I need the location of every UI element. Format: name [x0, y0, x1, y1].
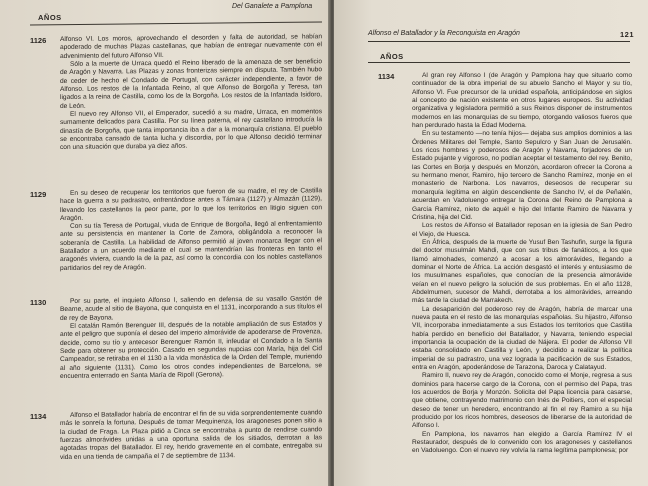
- entry-paragraph: Alfonso VI. Los moros, aprovechando el desorden y falta de autoridad, se habían apoderado de muchas Plazas castellanas, que habían de entregar nuevamente con el advenimiento del futuro Alfonso VII.: [60, 33, 322, 60]
- entry-paragraph: La desaparición del poderoso rey de Aragón, habría de marcar una nueva pauta en el resto de las monarquías españolas. Su hijastro, Alfonso VII, incorporaba inmediatamente a sus Estados los territorios que Castilla había perdido en beneficio del Batallador, y Navarra, teniendo especial importancia la ocupación de la ciudad de Nájera. El poder de Alfonso VII estaba consolidado en Castilla y León, y decidido a realizar la política imperial de su padrastro, una vez lograda la pacificación de sus Estados, entra en Aragón, apoderándose de Tarazona, Daroca y Calatayud.: [412, 305, 632, 372]
- right-section-label: AÑOS: [380, 52, 404, 61]
- entry-paragraph: En su testamento —no tenía hijos— dejaba sus amplios dominios a las Órdenes Militares del Temple, Santo Sepulcro y San Juan de Jerusalén. Los ricos hombres y poderosos de Aragón y Navarra, forjadores de un Estado pujante y vigoroso, no podían aceptar el testamento del rey. Benito, las Cortes en Borja y después en Monzón, acordaron ofrecer la Corona a su hermano menor, Ramiro, hijo tercero de Sancho Ramírez, monje en el monasterio de Narbona. Los navarros, deseosos de recuperar su monarquía legítima en algún descendiente de Sancho IV, el de Peñalén, acuerdan en Vadoluengo entregar la Corona del Reino de Pamplona a García Ramírez, nieto de aquél e hijo del Infante Ramiro de Navarra y Cristina, hija del Cid.: [412, 130, 632, 221]
- entry-paragraph: El catalán Ramón Berenguer III, después de la notable ampliación de sus Estados y ante el peligro que suponía el deseo del imperio almorávide de apoderarse de Provenza, decide, como su tío y antecesor Berenguer Ramón II, infeudar el Condado a la Santa Sede para obtener su protección. Casado en segundas nupcias con María, hija del Cid Campeador, se retiraba en el 1130 a la vida monástica de la Orden del Temple, muriendo al año siguiente (1131). Como los otros condes independientes de Barcelona, se encuentra enterrado en Santa María de Ripoll (Gerona).: [60, 320, 322, 381]
- entry-year: 1130: [30, 298, 47, 307]
- left-running-head: Del Ganalete a Pamplona: [232, 3, 313, 10]
- entry-1134-right: [368, 72, 632, 456]
- entry-paragraph: En su deseo de recuperar los territorios que fueron de su madre, el rey de Castilla hace la guerra a su padrastro, enfrentándose antes a Támara (1127) y Almazán (1129), llevando los castellanos la peor parte, por lo que los territorios en litigio siguen con Aragón.: [60, 187, 322, 223]
- entry-1130: [30, 295, 322, 381]
- entry-year: 1126: [30, 36, 47, 45]
- entry-paragraph: Los restos de Alfonso el Batallador reposan en la iglesia de San Pedro el Viejo, de Huesca.: [412, 222, 632, 238]
- entry-1126: [30, 33, 322, 153]
- entry-paragraph: Al gran rey Alfonso I (de Aragón y Pamplona hay que situarlo como continuador de la obra imperial de su abuelo Sancho el Mayor y su tío, Alfonso VI. Fue precursor de la unidad española, anticipándose en siglos al concepto de nación existente en otros lugares europeos. Su actividad organizativa y legisladora permitió a sus Reinos disponer de instrumentos modernos en las monarquías de su tiempo, otorgando valiosos fueros que han perdurado hasta la Edad Moderna.: [412, 72, 632, 130]
- left-section-label: AÑOS: [38, 13, 62, 22]
- left-header-rule: [30, 21, 322, 25]
- page-number: 121: [620, 30, 635, 39]
- entry-paragraph: El nuevo rey Alfonso VII, el Emperador, sucedió a su madre, Urraca, en momentos sumamente delicados para Castilla. Por su línea paterna, el rey castellano introducía la dinastía de Borgoña, que tanta importancia iba a dar a la monarquía cristiana. El pueblo se encontraba cansado de tanta lucha y discordia, por lo que Alfonso decidió terminar con una situación que duraba ya diez años.: [60, 108, 322, 152]
- entry-1129: [30, 187, 322, 273]
- entry-paragraph: En Pamplona, los navarros han elegido a García Ramírez IV el Restaurador, después de lo convenido con los aragoneses y castellanos en Vadoluengo. Con el nuevo rey volvía la rama legítima pamplonesa; por: [412, 430, 632, 455]
- entry-paragraph: Con su tía Teresa de Portugal, viuda de Enrique de Borgoña, llegó al enfrentamiento ante su persistencia en mantener la Corte de Zamora, obligándola a reconocer la soberanía de Castilla. La habilidad de Alfonso permitió al joven monarca llegar con el Batallador a un acuerdo mediante el cual se mantendrían las fronteras en tanto el aragonés viviera, cuando la de la paz, así como la concordia con los nobles castellanos partidarios del rey de Aragón.: [60, 220, 322, 273]
- entry-paragraph: Por su parte, el inquieto Alfonso I, saliendo en defensa de su vasallo Gastón de Bearne, acude al sitio de Bayona, que conquista en el 1131, incorporando a sus títulos el de rey de Bayona.: [60, 295, 322, 322]
- entry-paragraph: En África, después de la muerte de Yusuf Ben Tashufin, surge la figura del doctor musulmán Mahdi, que con sus tribus de fanáticos, a los que llamó almohades, comenzó a acosar a los almorávides, llegando a dominar el Norte de África. La acción desgastó el interés y entusiasmo de los musulmanes españoles, que conocían de la presencia almorávide veían en el nuevo peligro la solución de sus problemas. En el año 1128, Abdelmumen, sucesor de Mahdi, derrotaba a los almorávides, arreando más tarde la ciudad de Marrakech.: [412, 238, 632, 305]
- right-page: [334, 0, 648, 486]
- entry-paragraph: Alfonso el Batallador habría de encontrar el fin de su vida sorprendentemente cuando más le sonreía la fortuna. Después de tomar Mequinenza, los aragoneses ponen sitio a la ciudad de Fraga. La Plaza pidió a Cinca se encontraba a punto de rendirse cuando fuerzas almorávides unidas a una oportuna salida de los sitiados, derrotan a las agotadas tropas del Batallador. El rey, herido gravemente en el combate, entregaba su vida en una tienda de campaña el 7 de septiembre de 1134.: [60, 409, 322, 461]
- entry-year: 1134: [378, 72, 395, 81]
- right-running-head: Alfonso el Batallador y la Reconquista en Aragón: [368, 30, 520, 37]
- right-header-rule: [368, 41, 630, 42]
- right-section-rule: [368, 62, 630, 63]
- entry-year: 1134: [30, 412, 47, 421]
- entry-year: 1129: [30, 190, 47, 199]
- entry-paragraph: Ramiro II, nuevo rey de Aragón, conocido como el Monje, regresa a sus dominios para hacerse cargo de la Corona, con el permiso del Papa, tras los acuerdos de Borja y Monzón. Solicita del Papa licencia para casarse, que obtiene, contrayendo matrimonio con Inés de Poitiers, con el especial deseo de tener un heredero, encontrando al fin el rey Ramiro a su hija producido por los ricos hombres, deseosos de liberarse de la autoridad de Alfonso I.: [412, 372, 632, 430]
- entry-1134-left: [30, 409, 322, 462]
- entry-paragraph: Sólo a la muerte de Urraca quedó el Reino liberado de la amenaza de ser beneficio de Aragón y Navarra. Las Plazas y zonas fronterizas siempre en disputa. También hubo de ceder de hecho el Condado de Portugal, con carácter independiente, a favor de Alfonso. Los restos de la Infantada Reino, al que Alfonso de Borgoña y Teresa, tan ligados a la reina de Castilla, como los de la Borgoña. Los restos de la Infantada Isidoro, de León.: [60, 58, 322, 110]
